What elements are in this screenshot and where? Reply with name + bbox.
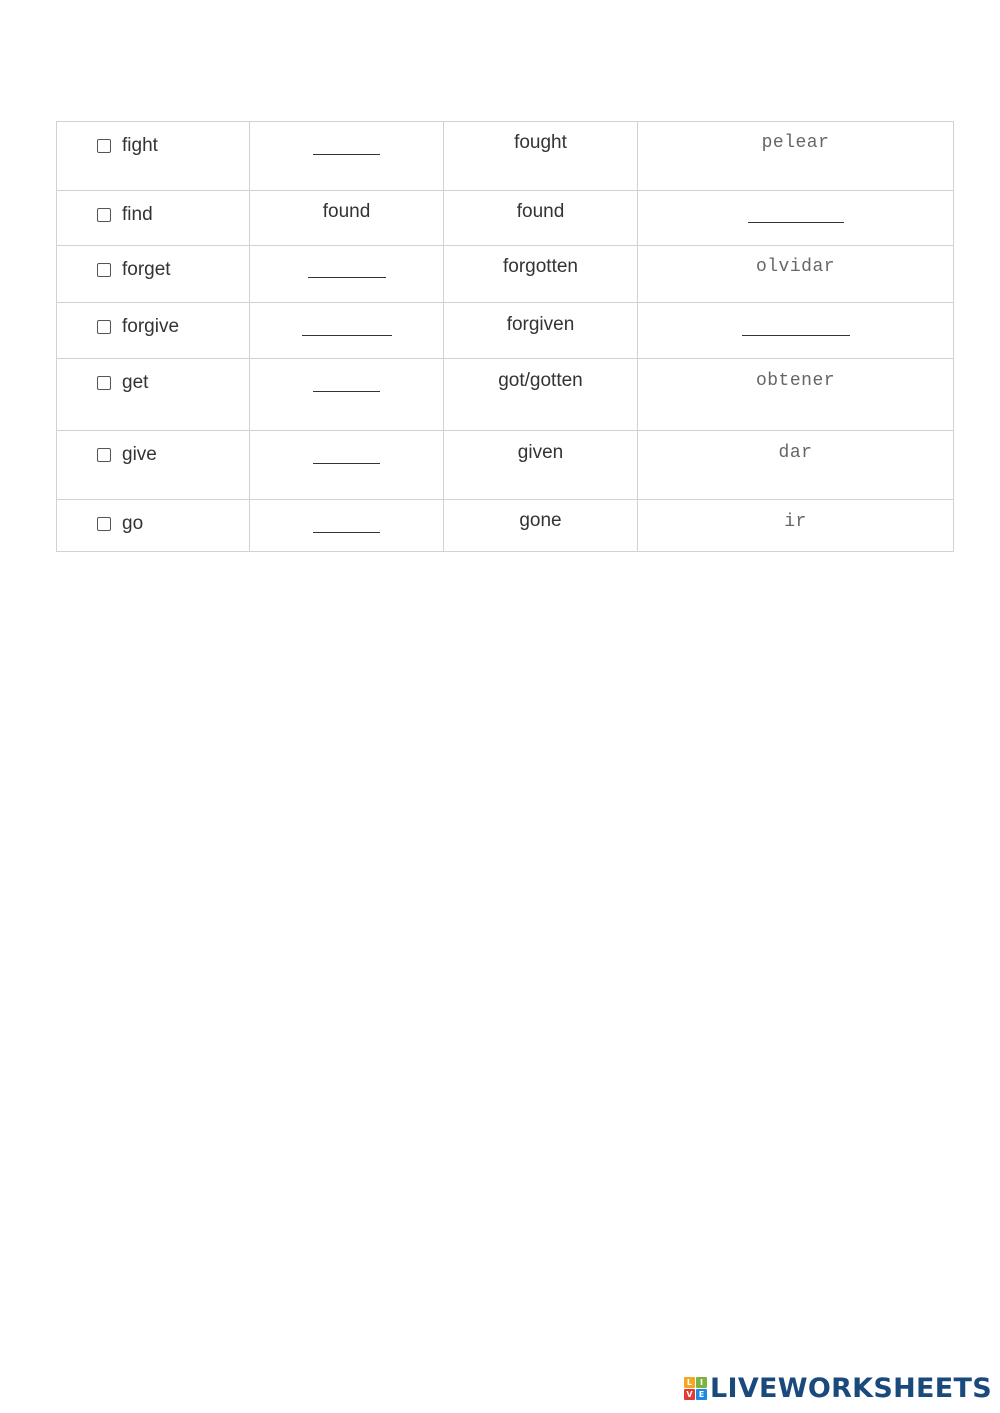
participle-cell: [444, 122, 638, 191]
base-verb: fight: [122, 135, 158, 156]
base-verb: go: [122, 513, 144, 534]
base-cell: [57, 431, 250, 500]
past-cell: [250, 431, 444, 500]
checkbox[interactable]: [97, 376, 111, 390]
past-cell: [250, 122, 444, 191]
logo-text: LIVEWORKSHEETS: [709, 1373, 992, 1404]
participle-text: forgotten: [503, 256, 578, 277]
participle-text: gone: [519, 510, 562, 531]
irregular-verbs-table: [56, 121, 954, 552]
logo-square: L: [684, 1377, 695, 1388]
table-row: [57, 246, 954, 303]
spanish-cell: [638, 122, 954, 191]
participle-cell: [444, 191, 638, 246]
table-row: [57, 122, 954, 191]
table-row: [57, 500, 954, 552]
table-row: [57, 431, 954, 500]
table-row: [57, 359, 954, 431]
spanish-blank[interactable]: [742, 317, 850, 336]
participle-cell: [444, 303, 638, 359]
past-blank[interactable]: [308, 259, 386, 278]
base-cell: [57, 191, 250, 246]
base-verb: find: [122, 204, 153, 225]
participle-text: forgiven: [506, 314, 575, 335]
base-verb: give: [122, 444, 157, 465]
past-cell: [250, 246, 444, 303]
logo-square: V: [684, 1389, 695, 1400]
table-row: [57, 191, 954, 246]
base-cell: [57, 303, 250, 359]
spanish-cell: [638, 246, 954, 303]
base-verb: forgive: [122, 316, 180, 337]
participle-text: found: [516, 201, 565, 222]
participle-text: got/gotten: [498, 370, 583, 391]
spanish-text: dar: [778, 443, 813, 463]
past-blank[interactable]: [313, 514, 380, 533]
logo-squares-icon: [684, 1377, 707, 1400]
base-verb: get: [122, 372, 149, 393]
participle-text: fought: [514, 132, 567, 153]
checkbox[interactable]: [97, 263, 111, 277]
participle-cell: [444, 246, 638, 303]
spanish-cell: [638, 191, 954, 246]
liveworksheets-logo: [684, 1373, 992, 1404]
spanish-cell: [638, 359, 954, 431]
checkbox[interactable]: [97, 517, 111, 531]
spanish-text: pelear: [761, 133, 830, 153]
spanish-cell: [638, 431, 954, 500]
base-cell: [57, 359, 250, 431]
past-blank[interactable]: [313, 373, 380, 392]
logo-square: E: [696, 1389, 707, 1400]
checkbox[interactable]: [97, 208, 111, 222]
logo-square: I: [696, 1377, 707, 1388]
checkbox[interactable]: [97, 320, 111, 334]
participle-cell: [444, 500, 638, 552]
base-cell: [57, 500, 250, 552]
participle-cell: [444, 359, 638, 431]
spanish-text: ir: [784, 512, 807, 532]
participle-cell: [444, 431, 638, 500]
spanish-text: olvidar: [755, 257, 836, 277]
table-row: [57, 303, 954, 359]
base-verb: forget: [122, 259, 171, 280]
spanish-cell: [638, 500, 954, 552]
past-cell: [250, 191, 444, 246]
past-blank[interactable]: [313, 445, 380, 464]
spanish-blank[interactable]: [748, 204, 844, 223]
base-cell: [57, 122, 250, 191]
checkbox[interactable]: [97, 139, 111, 153]
past-cell: [250, 303, 444, 359]
past-blank[interactable]: [302, 317, 392, 336]
participle-text: given: [517, 442, 564, 463]
spanish-text: obtener: [755, 371, 836, 391]
past-blank[interactable]: [313, 136, 380, 155]
spanish-cell: [638, 303, 954, 359]
past-cell: [250, 500, 444, 552]
past-text: found: [322, 201, 371, 222]
base-cell: [57, 246, 250, 303]
checkbox[interactable]: [97, 448, 111, 462]
past-cell: [250, 359, 444, 431]
